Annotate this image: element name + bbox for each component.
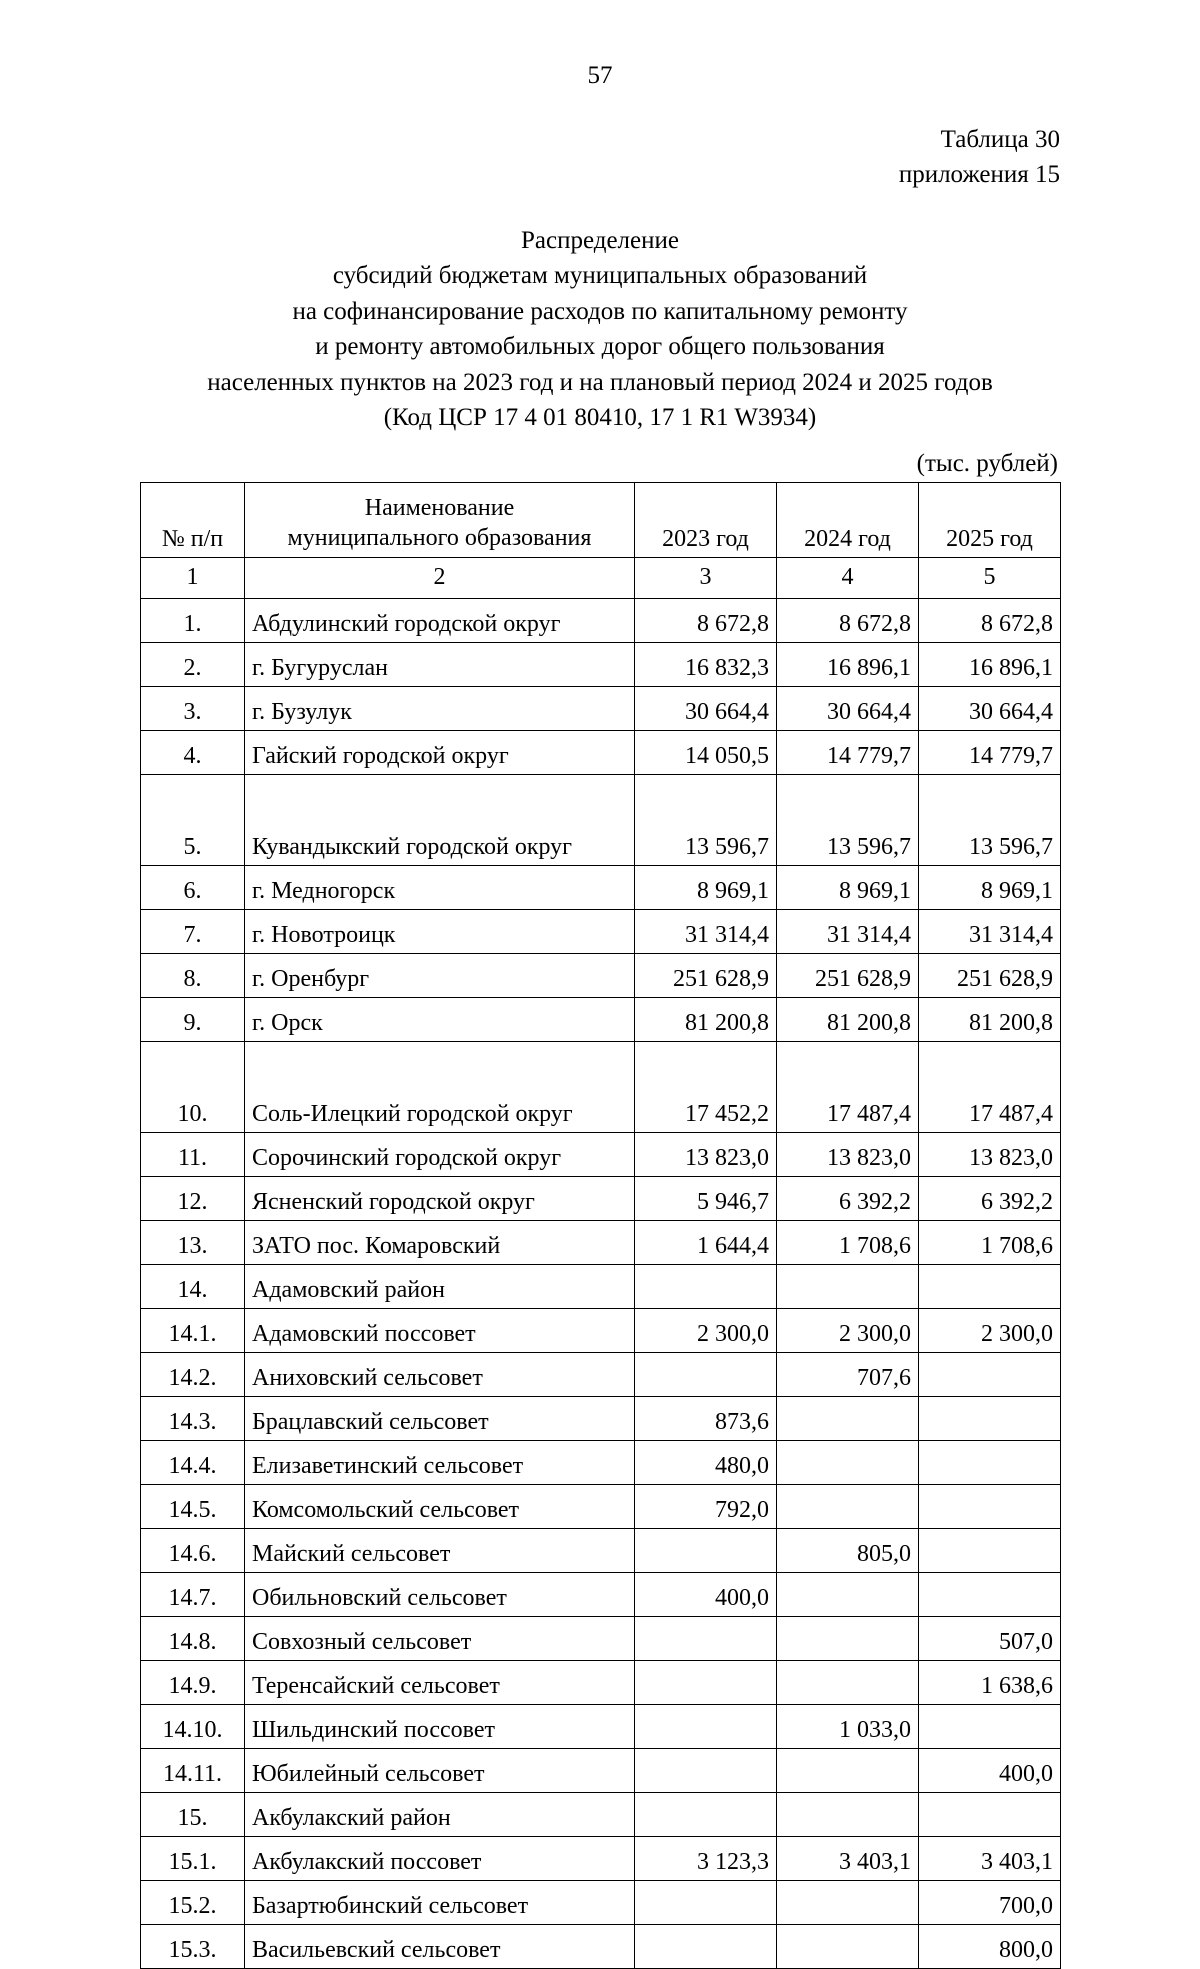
table-row: [141, 909, 1061, 953]
row-value-2023: 480,0: [635, 1440, 777, 1484]
column-number-1: 1: [141, 557, 245, 598]
row-value-2023: 400,0: [635, 1572, 777, 1616]
row-value-2023: [635, 1924, 777, 1968]
row-value-2025: 2 300,0: [919, 1308, 1061, 1352]
row-index-cell: 14.9.: [141, 1660, 245, 1704]
row-value-2025: [919, 1572, 1061, 1616]
row-value-2025: 6 392,2: [919, 1176, 1061, 1220]
row-index-cell: 14.1.: [141, 1308, 245, 1352]
row-value-2023: [635, 1748, 777, 1792]
table-row: [141, 1484, 1061, 1528]
table-row: [141, 1572, 1061, 1616]
table-row: [141, 1748, 1061, 1792]
title-line-6-code: (Код ЦСР 17 4 01 80410, 17 1 R1 W3934): [383, 404, 817, 431]
table-row: [141, 686, 1061, 730]
row-name-cell: Майский сельсовет: [245, 1528, 635, 1572]
table-row: [141, 1440, 1061, 1484]
row-value-2023: [635, 1528, 777, 1572]
header-cell-2023: 2023 год: [635, 482, 777, 557]
row-name-cell: Базартюбинский сельсовет: [245, 1880, 635, 1924]
row-index-cell: 7.: [141, 909, 245, 953]
row-value-2023: 13 823,0: [635, 1132, 777, 1176]
row-value-2024: 8 969,1: [777, 865, 919, 909]
row-value-2023: [635, 1792, 777, 1836]
column-number-5: 5: [919, 557, 1061, 598]
row-index-cell: 15.: [141, 1792, 245, 1836]
table-row: [141, 1264, 1061, 1308]
row-value-2023: [635, 1616, 777, 1660]
row-index-cell: 15.1.: [141, 1836, 245, 1880]
row-index-cell: 14.8.: [141, 1616, 245, 1660]
row-value-2024: [777, 1440, 919, 1484]
row-value-2024: 13 823,0: [777, 1132, 919, 1176]
row-value-2025: 1 638,6: [919, 1660, 1061, 1704]
table-number-line: Таблица 30: [940, 125, 1060, 153]
row-value-2024: [777, 1616, 919, 1660]
row-value-2024: [777, 1924, 919, 1968]
row-name-cell: г. Новотроицк: [245, 909, 635, 953]
row-name-cell: г. Оренбург: [245, 953, 635, 997]
row-value-2023: [635, 1660, 777, 1704]
row-name-cell: Шильдинский поссовет: [245, 1704, 635, 1748]
column-number-4: 4: [777, 557, 919, 598]
row-name-cell: г. Медногорск: [245, 865, 635, 909]
row-name-cell: Кувандыкский городской округ: [245, 774, 635, 865]
table-row: [141, 953, 1061, 997]
row-value-2023: 13 596,7: [635, 774, 777, 865]
row-value-2024: [777, 1792, 919, 1836]
table-reference-block: [140, 122, 1060, 193]
row-value-2024: 8 672,8: [777, 598, 919, 642]
row-name-cell: Васильевский сельсовет: [245, 1924, 635, 1968]
document-title: [140, 223, 1060, 436]
table-row: [141, 730, 1061, 774]
row-index-cell: 2.: [141, 642, 245, 686]
column-number-3: 3: [635, 557, 777, 598]
row-index-cell: 6.: [141, 865, 245, 909]
row-index-cell: 14.6.: [141, 1528, 245, 1572]
row-value-2023: 8 672,8: [635, 598, 777, 642]
row-value-2023: 16 832,3: [635, 642, 777, 686]
row-index-cell: 14.4.: [141, 1440, 245, 1484]
row-name-cell: Адамовский поссовет: [245, 1308, 635, 1352]
row-index-cell: 10.: [141, 1041, 245, 1132]
row-value-2024: [777, 1396, 919, 1440]
table-row: [141, 1616, 1061, 1660]
header-cell-2024: 2024 год: [777, 482, 919, 557]
row-name-cell: Акбулакский поссовет: [245, 1836, 635, 1880]
row-name-cell: Ясненский городской округ: [245, 1176, 635, 1220]
row-value-2023: 30 664,4: [635, 686, 777, 730]
table-header: [141, 482, 1061, 598]
row-value-2023: 8 969,1: [635, 865, 777, 909]
table-row: [141, 1880, 1061, 1924]
row-value-2025: 13 596,7: [919, 774, 1061, 865]
row-index-cell: 15.3.: [141, 1924, 245, 1968]
row-index-cell: 4.: [141, 730, 245, 774]
table-row: [141, 1660, 1061, 1704]
table-row: [141, 865, 1061, 909]
row-value-2025: 251 628,9: [919, 953, 1061, 997]
row-value-2023: 792,0: [635, 1484, 777, 1528]
row-name-cell: Аниховский сельсовет: [245, 1352, 635, 1396]
row-value-2025: 81 200,8: [919, 997, 1061, 1041]
appendix-number-line: приложения 15: [898, 161, 1060, 188]
table-row: [141, 1396, 1061, 1440]
table-row: [141, 1041, 1061, 1132]
row-index-cell: 11.: [141, 1132, 245, 1176]
row-value-2024: [777, 1572, 919, 1616]
row-value-2023: 14 050,5: [635, 730, 777, 774]
row-name-cell: Обильновский сельсовет: [245, 1572, 635, 1616]
table-header-row: [141, 482, 1061, 557]
title-line-2: субсидий бюджетам муниципальных образований: [332, 262, 868, 289]
row-value-2023: 3 123,3: [635, 1836, 777, 1880]
row-value-2024: [777, 1264, 919, 1308]
row-index-cell: 1.: [141, 598, 245, 642]
row-value-2025: 30 664,4: [919, 686, 1061, 730]
row-value-2025: [919, 1440, 1061, 1484]
row-value-2023: 1 644,4: [635, 1220, 777, 1264]
row-name-cell: Юбилейный сельсовет: [245, 1748, 635, 1792]
row-value-2024: 31 314,4: [777, 909, 919, 953]
table-row: [141, 1792, 1061, 1836]
row-index-cell: 14.7.: [141, 1572, 245, 1616]
table-row: [141, 1132, 1061, 1176]
row-name-cell: Теренсайский сельсовет: [245, 1660, 635, 1704]
table-row: [141, 997, 1061, 1041]
row-index-cell: 9.: [141, 997, 245, 1041]
row-value-2024: 17 487,4: [777, 1041, 919, 1132]
row-value-2024: [777, 1748, 919, 1792]
row-value-2024: 81 200,8: [777, 997, 919, 1041]
row-value-2024: 707,6: [777, 1352, 919, 1396]
row-value-2024: [777, 1484, 919, 1528]
header-cell-2025: 2025 год: [919, 482, 1061, 557]
title-line-1: Распределение: [521, 226, 679, 254]
table-row: [141, 1176, 1061, 1220]
table-row: [141, 1528, 1061, 1572]
row-name-cell: Акбулакский район: [245, 1792, 635, 1836]
units-note: (тыс. рублей): [916, 449, 1058, 477]
row-index-cell: 12.: [141, 1176, 245, 1220]
table-row: [141, 1836, 1061, 1880]
column-number-row: [141, 557, 1061, 598]
row-value-2025: 31 314,4: [919, 909, 1061, 953]
table-row: [141, 1704, 1061, 1748]
table-row: [141, 774, 1061, 865]
header-name-line-1: Наименование: [364, 495, 515, 521]
row-value-2025: [919, 1484, 1061, 1528]
row-value-2024: 14 779,7: [777, 730, 919, 774]
row-value-2025: 3 403,1: [919, 1836, 1061, 1880]
row-value-2025: 1 708,6: [919, 1220, 1061, 1264]
row-index-cell: 14.2.: [141, 1352, 245, 1396]
row-value-2024: 1 708,6: [777, 1220, 919, 1264]
row-name-cell: Комсомольский сельсовет: [245, 1484, 635, 1528]
row-value-2024: 2 300,0: [777, 1308, 919, 1352]
row-index-cell: 8.: [141, 953, 245, 997]
row-value-2023: 5 946,7: [635, 1176, 777, 1220]
row-value-2025: 800,0: [919, 1924, 1061, 1968]
header-cell-name: [245, 482, 635, 557]
row-value-2024: [777, 1880, 919, 1924]
row-value-2023: 873,6: [635, 1396, 777, 1440]
row-value-2024: 251 628,9: [777, 953, 919, 997]
row-name-cell: Гайский городской округ: [245, 730, 635, 774]
row-name-cell: г. Бузулук: [245, 686, 635, 730]
row-value-2024: 13 596,7: [777, 774, 919, 865]
row-index-cell: 3.: [141, 686, 245, 730]
row-value-2023: 31 314,4: [635, 909, 777, 953]
row-value-2025: [919, 1352, 1061, 1396]
row-index-cell: 14.3.: [141, 1396, 245, 1440]
row-value-2025: 700,0: [919, 1880, 1061, 1924]
title-line-5: населенных пунктов на 2023 год и на плановый период 2024 и 2025 годов: [207, 368, 993, 396]
row-value-2024: 16 896,1: [777, 642, 919, 686]
row-name-cell: Брацлавский сельсовет: [245, 1396, 635, 1440]
row-value-2025: [919, 1396, 1061, 1440]
table-row: [141, 598, 1061, 642]
table-body: [141, 598, 1061, 1968]
row-name-cell: г. Орск: [245, 997, 635, 1041]
row-value-2024: 805,0: [777, 1528, 919, 1572]
row-value-2024: 6 392,2: [777, 1176, 919, 1220]
row-value-2025: 8 672,8: [919, 598, 1061, 642]
row-value-2023: [635, 1880, 777, 1924]
table-row: [141, 642, 1061, 686]
row-value-2025: 507,0: [919, 1616, 1061, 1660]
row-index-cell: 14.11.: [141, 1748, 245, 1792]
row-value-2025: 16 896,1: [919, 642, 1061, 686]
row-index-cell: 5.: [141, 774, 245, 865]
row-value-2023: 2 300,0: [635, 1308, 777, 1352]
row-value-2023: 251 628,9: [635, 953, 777, 997]
row-name-cell: Совхозный сельсовет: [245, 1616, 635, 1660]
page-number: 57: [587, 62, 613, 89]
row-value-2024: 3 403,1: [777, 1836, 919, 1880]
header-name-line-2: муниципального образования: [287, 524, 592, 551]
row-value-2023: [635, 1352, 777, 1396]
row-name-cell: Абдулинский городской округ: [245, 598, 635, 642]
row-value-2025: [919, 1792, 1061, 1836]
table-row: [141, 1352, 1061, 1396]
title-line-3: на софинансирование расходов по капитальному ремонту: [292, 297, 908, 325]
row-value-2025: [919, 1264, 1061, 1308]
column-number-2: 2: [245, 557, 635, 598]
row-index-cell: 13.: [141, 1220, 245, 1264]
row-value-2023: [635, 1264, 777, 1308]
row-index-cell: 14.10.: [141, 1704, 245, 1748]
table-row: [141, 1308, 1061, 1352]
table-row: [141, 1220, 1061, 1264]
title-line-4: и ремонту автомобильных дорог общего пользования: [315, 333, 885, 360]
row-index-cell: 15.2.: [141, 1880, 245, 1924]
row-value-2024: 30 664,4: [777, 686, 919, 730]
row-value-2024: 1 033,0: [777, 1704, 919, 1748]
row-value-2023: 17 452,2: [635, 1041, 777, 1132]
row-name-cell: Соль-Илецкий городской округ: [245, 1041, 635, 1132]
row-value-2025: 8 969,1: [919, 865, 1061, 909]
table-row: [141, 1924, 1061, 1968]
row-value-2025: 17 487,4: [919, 1041, 1061, 1132]
row-value-2023: 81 200,8: [635, 997, 777, 1041]
row-value-2023: [635, 1704, 777, 1748]
row-value-2025: 13 823,0: [919, 1132, 1061, 1176]
row-name-cell: Елизаветинский сельсовет: [245, 1440, 635, 1484]
row-value-2025: 400,0: [919, 1748, 1061, 1792]
row-name-cell: ЗАТО пос. Комаровский: [245, 1220, 635, 1264]
row-value-2025: [919, 1704, 1061, 1748]
distribution-table: [140, 482, 1061, 1969]
row-name-cell: Сорочинский городской округ: [245, 1132, 635, 1176]
row-value-2025: 14 779,7: [919, 730, 1061, 774]
row-name-cell: г. Бугуруслан: [245, 642, 635, 686]
header-cell-number: № п/п: [141, 482, 245, 557]
row-value-2024: [777, 1660, 919, 1704]
row-index-cell: 14.: [141, 1264, 245, 1308]
row-value-2025: [919, 1528, 1061, 1572]
row-name-cell: Адамовский район: [245, 1264, 635, 1308]
row-index-cell: 14.5.: [141, 1484, 245, 1528]
